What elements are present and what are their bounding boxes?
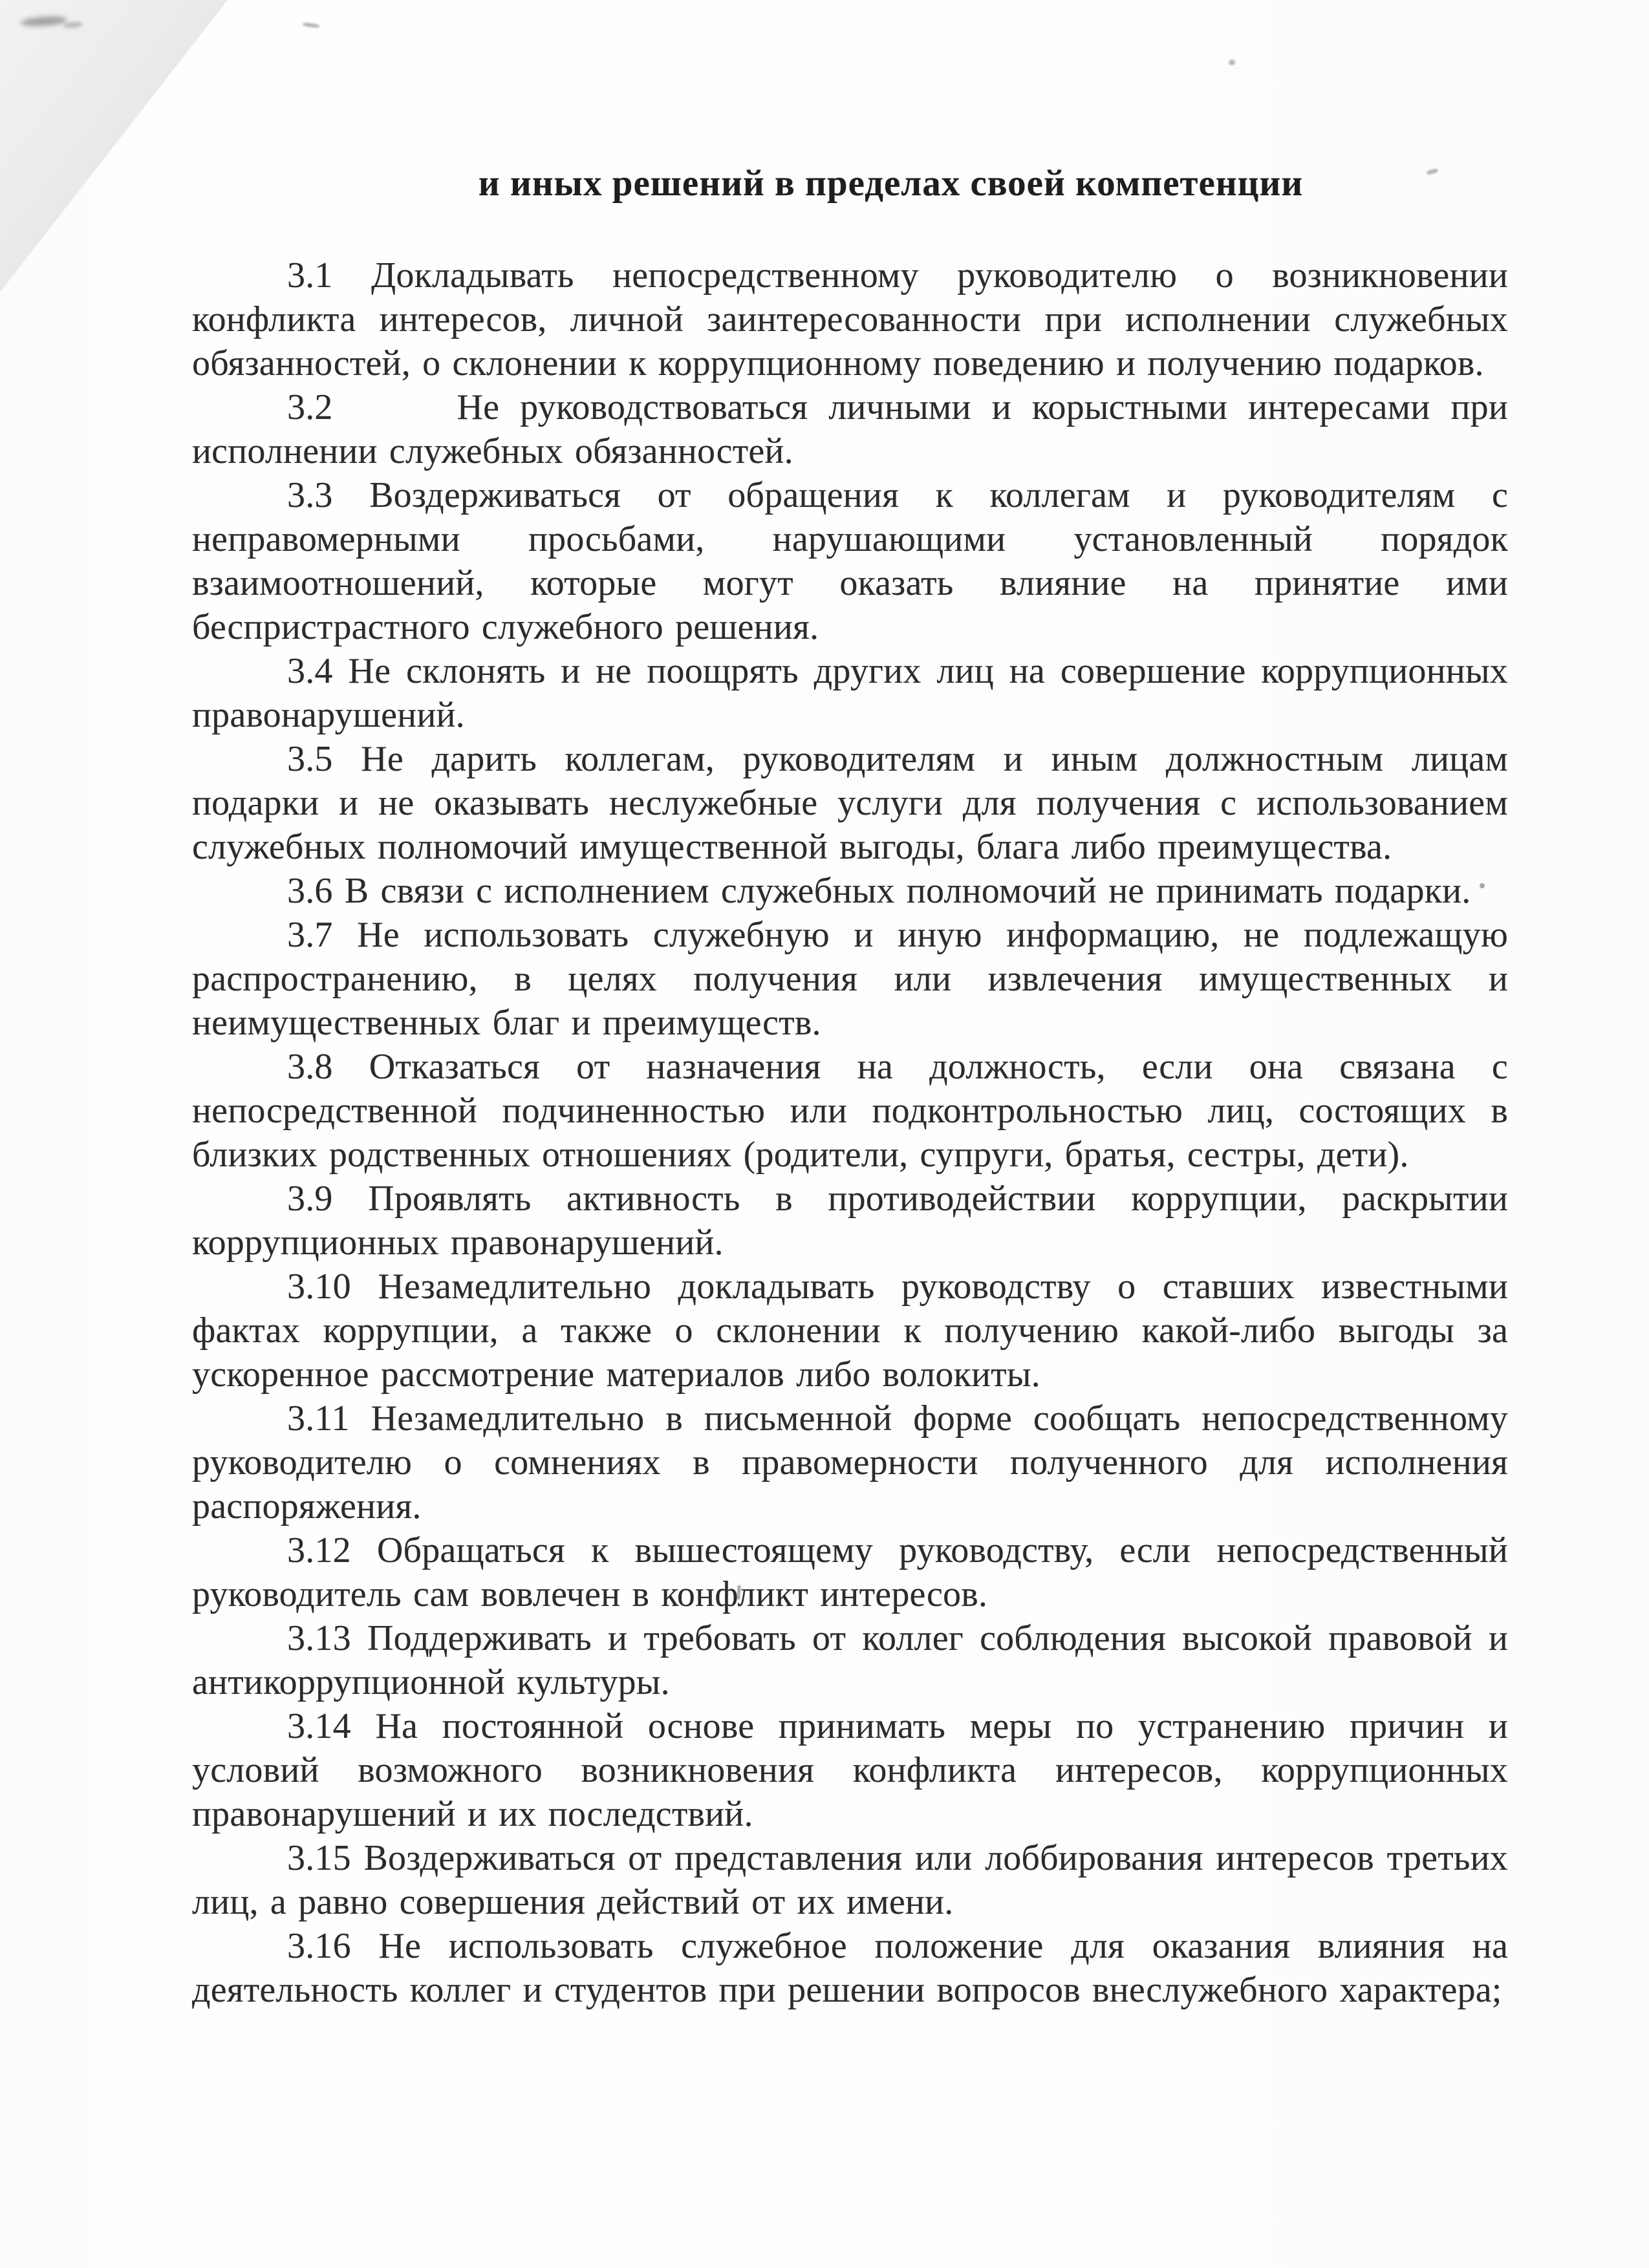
scan-corner-fold-artifact xyxy=(0,0,228,292)
document-title: и иных решений в пределах своей компетенции xyxy=(478,163,1304,204)
document-body xyxy=(192,253,1508,2012)
paragraph-3-4: 3.4 Не склонять и не поощрять других лиц на совершение коррупционных правонарушений. xyxy=(192,651,1508,735)
paragraph-3-9: 3.9 Проявлять активность в противодействии коррупции, раскрытии коррупционных правонарушений. xyxy=(192,1179,1508,1263)
paragraph-3-8: 3.8 Отказаться от назначения на должность, если она связана с непосредственной подчиненностью или подконтрольностью лиц, состоящих в близких родственных отношениях (родители, супруги, братья, сестры, дети). xyxy=(192,1047,1508,1175)
paragraph-3-10: 3.10 Незамедлительно докладывать руководству о ставших известными фактах коррупции, а также о склонении к получению какой-либо выгоды за ускоренное рассмотрение материалов либо волокиты. xyxy=(192,1267,1508,1395)
paragraph-3-13: 3.13 Поддерживать и требовать от коллег соблюдения высокой правовой и антикоррупционной культуры. xyxy=(192,1618,1508,1702)
paragraph-3-12: 3.12 Обращаться к вышестоящему руководству, если непосредственный руководитель сам вовлечен в конфликт интересов. xyxy=(192,1530,1508,1614)
paragraph-3-6: 3.6 В связи с исполнением служебных полномочий не принимать подарки. xyxy=(287,871,1471,911)
paragraph-3-7: 3.7 Не использовать служебную и иную информацию, не подлежащую распространению, в целях получения или извлечения имущественных и неимущественных благ и преимуществ. xyxy=(192,915,1508,1043)
paragraph-3-14: 3.14 На постоянной основе принимать меры по устранению причин и условий возможного возникновения конфликта интересов, коррупционных правонарушений и их последствий. xyxy=(192,1706,1508,1834)
paragraph-3-16: 3.16 Не использовать служебное положение для оказания влияния на деятельность коллег и студентов при решении вопросов внеслужебного характера; xyxy=(192,1926,1508,2010)
paragraph-3-3: 3.3 Воздерживаться от обращения к коллегам и руководителям с неправомерными просьбами, нарушающими установленный порядок взаимоотношений, которые могут оказать влияние на принятие ими беспристрастного служебного решения. xyxy=(192,475,1508,647)
scan-speck xyxy=(1229,59,1235,65)
paragraph-3-2: 3.2 Не руководствоваться личными и корыстными интересами при исполнении служебных обязанностей. xyxy=(192,387,1508,471)
paragraph-3-11: 3.11 Незамедлительно в письменной форме сообщать непосредственному руководителю о сомнениях в правомерности полученного для исполнения распоряжения. xyxy=(192,1398,1508,1526)
paragraph-3-5: 3.5 Не дарить коллегам, руководителям и иным должностным лицам подарки и не оказывать неслужебные услуги для получения с использованием служебных полномочий имущественной выгоды, блага либо преимущества. xyxy=(192,739,1508,867)
paragraph-3-1: 3.1 Докладывать непосредственному руководителю о возникновении конфликта интересов, личной заинтересованности при исполнении служебных обязанностей, о склонении к коррупционному поведению и получению подарков. xyxy=(192,255,1508,383)
paragraph-3-15: 3.15 Воздерживаться от представления или лоббирования интересов третьих лиц, а равно совершения действий от их имени. xyxy=(192,1838,1508,1922)
scan-speck xyxy=(303,22,320,28)
